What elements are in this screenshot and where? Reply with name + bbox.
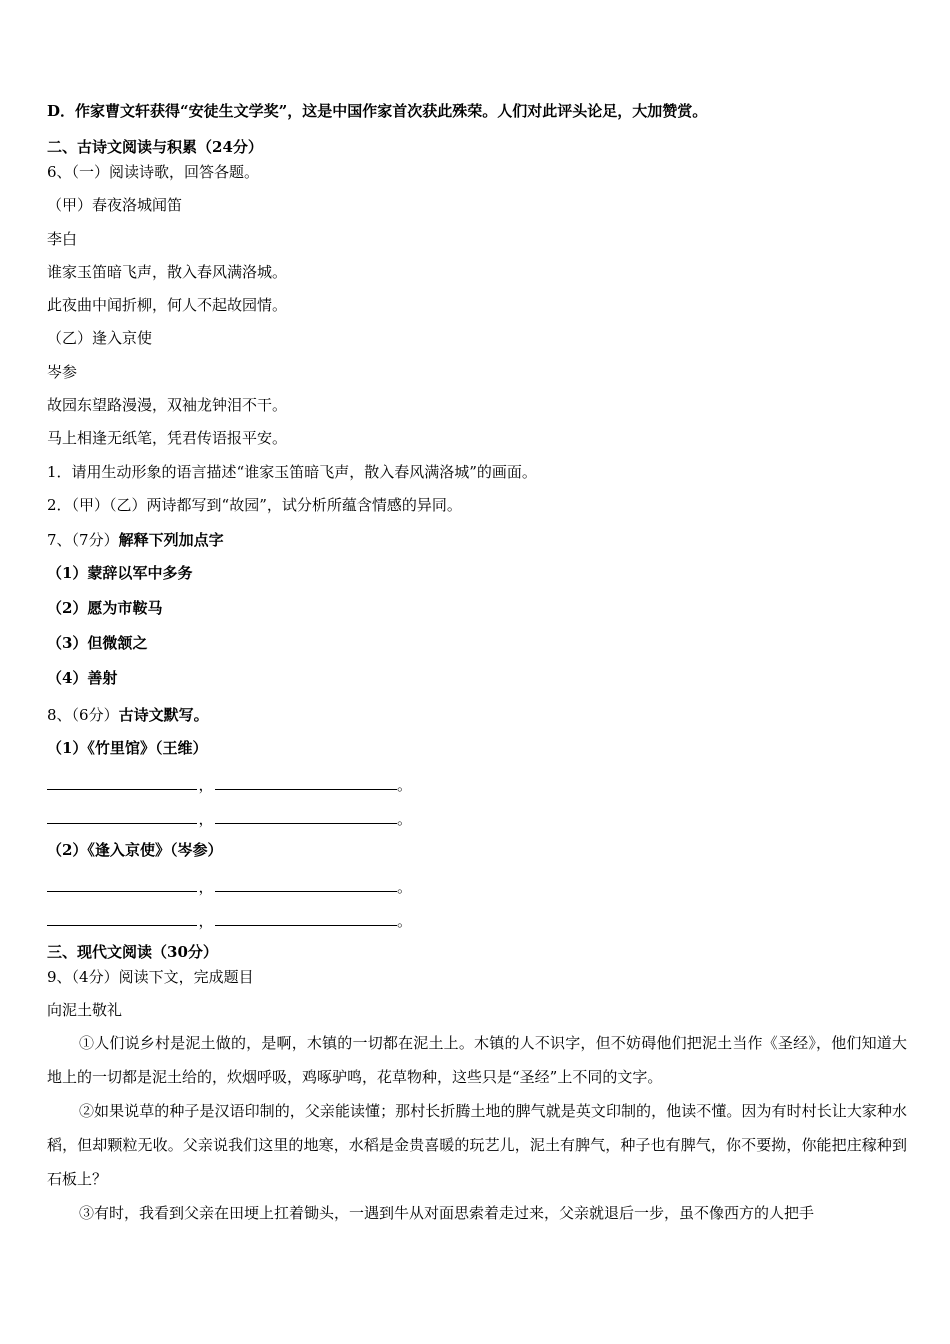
period: 。	[397, 776, 413, 794]
q7-item1: （1）蒙辞以军中多务	[47, 564, 193, 582]
essay-paragraph-1: ①人们说乡村是泥土做的，是啊，木镇的一切都在泥土上。木镇的人不识字，但不妨碍他们把泥土当作《圣经》，他们知道大地上的一切都是泥土给的，炊烟呼吸，鸡啄驴鸣，花草物种，这些只是“圣经”上不同的文字。	[47, 1034, 907, 1086]
comma: ，	[198, 776, 214, 794]
q9-intro: 9、（4分）阅读下文，完成题目	[47, 968, 254, 986]
q6-sub1: 1．请用生动形象的语言描述“谁家玉笛暗飞声，散入春风满洛城”的画面。	[47, 463, 537, 481]
q8-item2: （2）《逢入京使》（岑参）	[47, 841, 223, 859]
q7-text: 解释下列加点字	[118, 531, 224, 549]
answer-blank[interactable]	[47, 911, 197, 926]
comma: ，	[198, 912, 214, 930]
q7-item4: （4）善射	[47, 669, 118, 687]
answer-blank[interactable]	[215, 809, 397, 824]
answer-blank[interactable]	[47, 775, 197, 790]
answer-blank-row	[47, 910, 412, 930]
period: 。	[397, 912, 413, 930]
poem1-line1: 谁家玉笛暗飞声，散入春风满洛城。	[47, 263, 288, 281]
q7-item3: （3）但微颔之	[47, 634, 148, 652]
option-d: D．作家曹文轩获得“安徒生文学奖”，这是中国作家首次获此殊荣。人们对此评头论足，大加赞赏。	[47, 102, 708, 120]
answer-blank-row	[47, 808, 412, 828]
poem1-author: 李白	[47, 230, 78, 248]
essay-paragraph-3: ③有时，我看到父亲在田埂上扛着锄头，一遇到牛从对面思索着走过来，父亲就退后一步，虽不像西方的人把手	[79, 1204, 815, 1222]
poem1-line2: 此夜曲中闻折柳，何人不起故园情。	[47, 296, 288, 314]
poem2-line1: 故园东望路漫漫，双袖龙钟泪不干。	[47, 396, 288, 414]
answer-blank[interactable]	[215, 911, 397, 926]
comma: ，	[198, 810, 214, 828]
poem2-title: （乙）逢入京使	[47, 329, 153, 347]
poem1-title: （甲）春夜洛城闻笛	[47, 196, 183, 214]
essay-paragraph-2: ②如果说草的种子是汉语印制的，父亲能读懂；那村长折腾土地的脾气就是英文印制的，他读不懂。因为有时村长让大家种水稻，但却颗粒无收。父亲说我们这里的地寒，水稻是金贵喜暖的玩艺儿，泥土有脾气，种子也有脾气，你不要拗，你能把庄稼种到石板上？	[47, 1102, 907, 1188]
answer-blank[interactable]	[215, 877, 397, 892]
q7-prefix: 7、（7分）	[47, 531, 119, 549]
answer-blank-row	[47, 774, 412, 794]
poem2-author: 岑参	[47, 363, 78, 381]
answer-blank[interactable]	[47, 877, 197, 892]
q8-item1: （1）《竹里馆》（王维）	[47, 739, 208, 757]
answer-blank[interactable]	[215, 775, 397, 790]
q6-sub2: 2．（甲）（乙）两诗都写到“故园”，试分析所蕴含情感的异同。	[47, 496, 462, 514]
q7-heading	[47, 530, 224, 550]
q8-prefix: 8、（6分）	[47, 706, 119, 724]
answer-blank-row	[47, 876, 412, 896]
essay-title: 向泥土敬礼	[47, 1001, 123, 1019]
section-2-title: 二、古诗文阅读与积累（24分）	[47, 138, 263, 156]
period: 。	[397, 878, 413, 896]
q8-text: 古诗文默写。	[118, 706, 209, 724]
comma: ，	[198, 878, 214, 896]
q7-item2: （2）愿为市鞍马	[47, 599, 163, 617]
q8-heading	[47, 705, 209, 725]
section-3-title: 三、现代文阅读（30分）	[47, 943, 218, 961]
answer-blank[interactable]	[47, 809, 197, 824]
period: 。	[397, 810, 413, 828]
poem2-line2: 马上相逢无纸笔，凭君传语报平安。	[47, 429, 288, 447]
q6-intro: 6、（一）阅读诗歌，回答各题。	[47, 163, 260, 181]
